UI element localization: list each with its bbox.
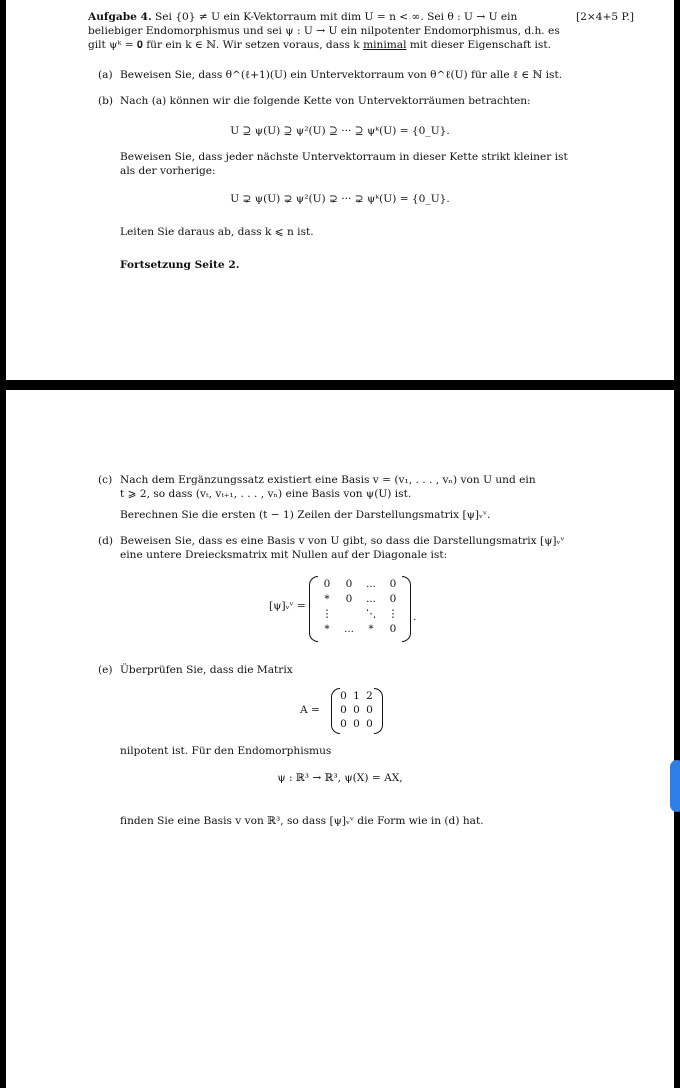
matrix-cell: 0	[366, 704, 373, 716]
matrix-cell: 0	[340, 704, 347, 716]
matrix-cell: 0	[345, 593, 353, 605]
part-a-text: Beweisen Sie, dass θ^(ℓ+1)(U) ein Untervektorraum von θ^ℓ(U) für alle ℓ ∈ ℕ ist.	[120, 69, 563, 81]
part-c-line-1: Nach dem Ergänzungssatz existiert eine Basis v = (v₁, . . . , vₙ) von U und ein	[120, 474, 536, 486]
part-e-line-1: Überprüfen Sie, dass die Matrix	[120, 664, 293, 676]
matrix-cell: 0	[389, 623, 397, 635]
matrix-cell: 0	[389, 593, 397, 605]
scroll-handle[interactable]	[670, 760, 680, 812]
part-b-text-2b: als der vorherige:	[120, 165, 216, 177]
matrix-cell: 2	[366, 690, 373, 702]
matrix-cell: ...	[365, 578, 376, 590]
exercise-page-2	[6, 390, 674, 1088]
endomorphism-definition: ψ : ℝ³ → ℝ³, ψ(X) = AX,	[277, 772, 403, 784]
exercise-page-1	[6, 0, 674, 380]
continuation-note: Fortsetzung Seite 2.	[120, 259, 240, 271]
intro-line-2: beliebiger Endomorphismus und sei ψ : U → U ein nilpotenter Endomorphismus, d.h. es	[88, 25, 560, 37]
matrix-a	[331, 688, 383, 734]
intro-line-3	[88, 39, 551, 52]
part-b-text-2a: Beweisen Sie, dass jeder nächste Untervektorraum in dieser Kette strikt kleiner ist	[120, 151, 568, 163]
part-a-label: (a)	[98, 69, 113, 81]
matrix-cell: 0	[340, 690, 347, 702]
matrix-cell: ⋱	[365, 608, 377, 620]
matrix-cell: ...	[343, 623, 354, 635]
part-c-line-2: t ⩾ 2, so dass (vₜ, vₜ₊₁, . . . , vₙ) eine Basis von ψ(U) ist.	[120, 488, 412, 500]
minimal-underlined: minimal	[363, 39, 407, 51]
matrix-cell: 0	[323, 578, 331, 590]
part-c-label: (c)	[98, 474, 113, 486]
matrix-cell: ...	[365, 593, 376, 605]
intro-text-1: Sei {0} ≠ U ein K-Vektorraum mit dim U = n < ∞. Sei θ : U → U ein	[155, 11, 518, 23]
matrix-cell: *	[368, 623, 374, 635]
triangular-matrix	[309, 576, 411, 642]
part-d-label: (d)	[98, 535, 114, 547]
part-e-label: (e)	[98, 664, 113, 676]
matrix-cell: *	[324, 623, 330, 635]
matrix-cell: ⋮	[321, 608, 333, 620]
matrix-cell: 0	[353, 718, 360, 730]
part-e-line-2: nilpotent ist. Für den Endomorphismus	[120, 745, 332, 757]
intro-line-1	[88, 11, 517, 24]
part-c-line-3: Berechnen Sie die ersten (t − 1) Zeilen der Darstellungsmatrix [ψ]ᵥᵛ.	[120, 509, 491, 521]
intro-text-3: gilt ψᵏ = 𝟎 für ein k ∈ ℕ. Wir setzen voraus, dass k	[88, 39, 360, 51]
chain-inclusion: U ⊇ ψ(U) ⊇ ψ²(U) ⊇ ··· ⊇ ψᵏ(U) = {0_U}.	[230, 125, 450, 137]
matrix-cell: 1	[353, 690, 360, 702]
part-d-line-1: Beweisen Sie, dass es eine Basis v von U gibt, so dass die Darstellungsmatrix [ψ]ᵥᵛ	[120, 535, 565, 547]
matrix-cell: 0	[340, 718, 347, 730]
part-b-text: Nach (a) können wir die folgende Kette von Untervektorräumen betrachten:	[120, 95, 531, 107]
exercise-title: Aufgabe 4.	[88, 11, 152, 23]
part-b-text-3: Leiten Sie daraus ab, dass k ⩽ n ist.	[120, 226, 314, 238]
part-e-line-3: finden Sie eine Basis v von ℝ³, so dass [ψ]ᵥᵛ die Form wie in (d) hat.	[120, 815, 484, 827]
intro-text-3-end: mit dieser Eigenschaft ist.	[409, 39, 551, 51]
matrix-cell: ⋮	[387, 608, 399, 620]
matrix-cell: 0	[345, 578, 353, 590]
matrix-d-period: .	[413, 611, 417, 623]
part-d-line-2: eine untere Dreiecksmatrix mit Nullen auf der Diagonale ist:	[120, 549, 448, 561]
chain-strict: U ⊋ ψ(U) ⊋ ψ²(U) ⊋ ··· ⊋ ψᵏ(U) = {0_U}.	[230, 193, 450, 205]
matrix-cell: 0	[353, 704, 360, 716]
matrix-a-lhs: A =	[300, 704, 320, 716]
matrix-cell: 0	[389, 578, 397, 590]
points-label: [2×4+5 P.]	[576, 11, 634, 23]
matrix-cell: *	[324, 593, 330, 605]
part-b-label: (b)	[98, 95, 114, 107]
matrix-cell: 0	[366, 718, 373, 730]
matrix-d-lhs: [ψ]ᵥᵛ =	[269, 600, 306, 612]
